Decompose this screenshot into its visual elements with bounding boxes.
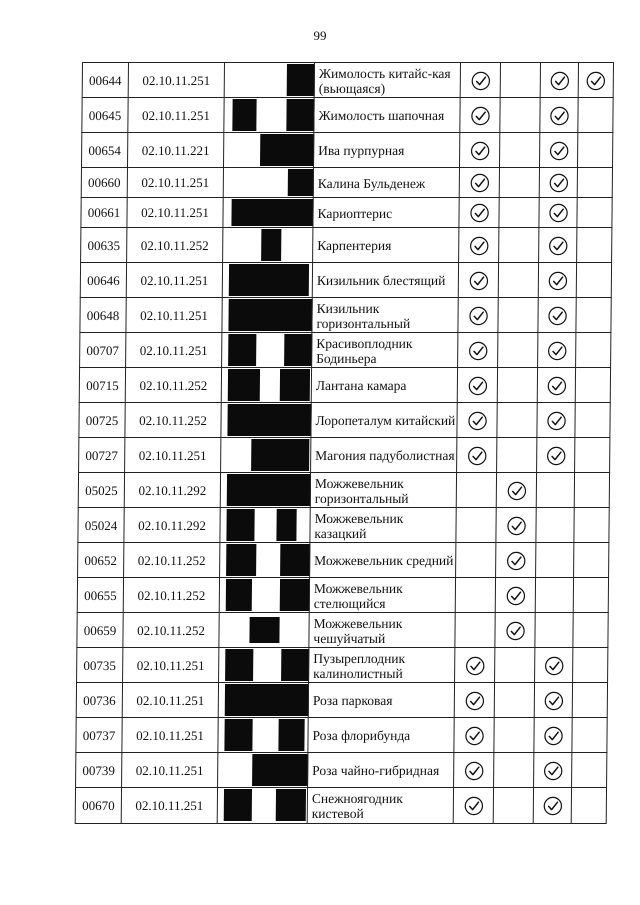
check-cell: [495, 508, 535, 543]
plant-photo: [219, 578, 309, 613]
row-code: 00725: [78, 403, 124, 438]
check-cell: [458, 228, 498, 263]
check-cell: [497, 298, 537, 333]
table-row: [80, 262, 612, 298]
plant-photo: [218, 613, 308, 648]
check-cell: [456, 403, 496, 438]
plant-name: Можжевельник стелющийся: [313, 580, 403, 611]
row-code: 00648: [79, 298, 125, 333]
check-cell: [534, 648, 572, 683]
plant-photo: [221, 368, 311, 403]
redacted-image-block: [281, 649, 309, 681]
check-cell: [456, 473, 496, 508]
plant-name: Кизильник блестящий: [316, 273, 446, 288]
redacted-image-block: [276, 789, 306, 821]
plant-name: Кариоптерис: [317, 205, 393, 221]
plant-name-cell: [307, 788, 453, 823]
check-cell: [457, 333, 497, 368]
table-row: [81, 97, 613, 133]
row-okpd-code: 02.10.11.252: [124, 403, 220, 438]
row-okpd-code: 02.10.11.251: [127, 168, 223, 198]
check-cell: [539, 98, 577, 133]
plant-name-cell: [313, 98, 459, 133]
redacted-image-block: [227, 474, 311, 506]
circled-check-icon: [544, 656, 564, 676]
table-row: [76, 612, 608, 648]
circled-check-icon: [469, 203, 489, 223]
check-cell: [494, 683, 534, 718]
plant-name-cell: [309, 578, 455, 613]
row-code: 00654: [81, 133, 127, 168]
circled-check-icon: [506, 516, 526, 536]
check-cell: [454, 613, 494, 648]
row-okpd-code: 02.10.11.252: [123, 578, 219, 613]
table-row: [79, 367, 611, 403]
plant-name: Кизильник горизонтальный: [316, 300, 411, 331]
plant-name: Можжевельник казацкий: [314, 510, 404, 541]
plant-photo: [221, 298, 311, 333]
check-cell: [493, 753, 533, 788]
row-okpd-code: 02.10.11.251: [126, 198, 222, 228]
redacted-image-block: [231, 199, 313, 226]
redacted-image-block: [232, 99, 256, 131]
redacted-image-block: [276, 509, 296, 541]
redacted-image-block: [284, 334, 312, 366]
table-row: [79, 297, 611, 333]
check-cell: [494, 648, 534, 683]
table-row: [76, 682, 608, 718]
plant-name-cell: [312, 228, 458, 263]
row-okpd-code: 02.10.11.251: [125, 333, 221, 368]
check-cell: [536, 403, 574, 438]
circled-check-icon: [468, 271, 488, 291]
plant-name-cell: [311, 333, 457, 368]
check-cell: [573, 508, 609, 543]
redacted-image-block: [228, 369, 260, 401]
redacted-image-block: [228, 334, 256, 366]
circled-check-icon: [464, 691, 484, 711]
check-cell: [535, 578, 573, 613]
row-code: 00661: [80, 198, 126, 228]
redacted-image-block: [226, 509, 254, 541]
plant-name-cell: [309, 508, 455, 543]
plant-photo: [218, 648, 308, 683]
plant-name-cell: [307, 718, 453, 753]
redacted-image-block: [286, 99, 314, 131]
plant-photo: [217, 718, 307, 753]
plant-photo: [224, 63, 314, 98]
check-cell: [534, 613, 572, 648]
check-cell: [576, 263, 612, 298]
plant-photo: [222, 228, 312, 263]
table-row: [77, 542, 609, 578]
plant-photo: [219, 543, 309, 578]
check-cell: [539, 168, 577, 198]
row-okpd-code: 02.10.11.251: [126, 263, 222, 298]
plant-photo: [221, 333, 311, 368]
row-okpd-code: 02.10.11.221: [127, 133, 223, 168]
check-cell: [493, 788, 533, 823]
redacted-image-block: [228, 299, 312, 331]
check-cell: [495, 543, 535, 578]
plant-name: Калина Бульденеж: [317, 175, 426, 191]
check-cell: [534, 683, 572, 718]
plant-name: Лантана камара: [315, 378, 407, 393]
plant-photo: [222, 263, 312, 298]
table-row: [79, 332, 611, 368]
check-cell: [497, 368, 537, 403]
circled-check-icon: [547, 341, 567, 361]
row-okpd-code: 02.10.11.251: [124, 438, 220, 473]
plant-photo: [217, 788, 307, 823]
plant-photo: [223, 98, 313, 133]
check-cell: [577, 133, 613, 168]
check-cell: [457, 298, 497, 333]
row-code: 00659: [76, 613, 122, 648]
check-cell: [455, 578, 495, 613]
plant-name-cell: [309, 543, 455, 578]
plants-table: [75, 62, 614, 824]
check-cell: [499, 168, 539, 198]
circled-check-icon: [543, 726, 563, 746]
check-cell: [533, 788, 571, 823]
circled-check-icon: [549, 141, 569, 161]
check-cell: [577, 168, 613, 198]
plant-photo: [223, 168, 313, 198]
row-code: 00736: [76, 683, 122, 718]
redacted-image-block: [252, 754, 308, 786]
circled-check-icon: [505, 621, 525, 641]
row-code: 00737: [75, 718, 121, 753]
check-cell: [459, 98, 499, 133]
plant-name: Магония падуболистная: [315, 448, 455, 463]
table-row: [78, 437, 610, 473]
plant-photo: [220, 403, 310, 438]
check-cell: [498, 198, 538, 228]
circled-check-icon: [548, 236, 568, 256]
check-cell: [572, 683, 608, 718]
plant-name-cell: [311, 298, 457, 333]
circled-check-icon: [547, 306, 567, 326]
row-code: 00644: [82, 63, 128, 98]
redacted-image-block: [225, 649, 253, 681]
table-row: [78, 402, 610, 438]
redacted-image-block: [227, 404, 311, 436]
check-cell: [460, 63, 500, 98]
check-cell: [573, 578, 609, 613]
table-row: [81, 167, 613, 198]
circled-check-icon: [470, 141, 490, 161]
circled-check-icon: [549, 71, 569, 91]
check-cell: [573, 543, 609, 578]
row-code: 00655: [77, 578, 123, 613]
plant-photo: [219, 508, 309, 543]
check-cell: [533, 753, 571, 788]
check-cell: [538, 263, 576, 298]
row-code: 00660: [81, 168, 127, 198]
check-cell: [499, 98, 539, 133]
redacted-image-block: [280, 579, 310, 611]
circled-check-icon: [468, 306, 488, 326]
page-number: 99: [313, 28, 327, 43]
redacted-image-block: [229, 264, 309, 296]
redacted-image-block: [226, 579, 252, 611]
plant-name: Роза флорибунда: [312, 728, 411, 743]
check-cell: [578, 63, 614, 98]
row-code: 05024: [77, 508, 123, 543]
check-cell: [538, 228, 576, 263]
check-cell: [496, 473, 536, 508]
check-cell: [536, 473, 574, 508]
check-cell: [576, 228, 612, 263]
plant-photo: [220, 438, 310, 473]
plant-name-cell: [310, 403, 456, 438]
check-cell: [500, 63, 540, 98]
table-row: [76, 647, 608, 683]
check-cell: [459, 133, 499, 168]
redacted-image-block: [260, 134, 314, 166]
plant-name-cell: [312, 263, 458, 298]
plant-name: Можжевельник горизонтальный: [314, 475, 409, 506]
redacted-image-block: [287, 64, 315, 96]
circled-check-icon: [463, 796, 483, 816]
circled-check-icon: [506, 481, 526, 501]
check-cell: [497, 333, 537, 368]
check-cell: [538, 198, 576, 228]
table-row: [82, 62, 614, 98]
plant-name-cell: [308, 613, 454, 648]
row-code: 00635: [80, 228, 126, 263]
circled-check-icon: [469, 236, 489, 256]
plant-name: Пузыреплодник калинолистный: [313, 650, 406, 681]
row-okpd-code: 02.10.11.251: [122, 648, 218, 683]
check-cell: [536, 438, 574, 473]
plant-name: Красивоплодник Бодиньера: [316, 335, 413, 366]
check-cell: [498, 263, 538, 298]
row-okpd-code: 02.10.11.252: [122, 613, 218, 648]
circled-check-icon: [543, 761, 563, 781]
check-cell: [453, 718, 493, 753]
row-code: 00739: [75, 753, 121, 788]
check-cell: [496, 403, 536, 438]
check-cell: [494, 613, 534, 648]
table-row: [80, 227, 612, 263]
table-row: [78, 472, 610, 508]
row-okpd-code: 02.10.11.251: [121, 753, 217, 788]
check-cell: [571, 718, 607, 753]
circled-check-icon: [464, 761, 484, 781]
redacted-image-block: [280, 369, 310, 401]
redacted-image-block: [224, 789, 252, 821]
row-okpd-code: 02.10.11.251: [121, 718, 217, 753]
circled-check-icon: [465, 656, 485, 676]
check-cell: [539, 133, 577, 168]
plant-name-cell: [307, 753, 453, 788]
row-code: 00707: [79, 333, 125, 368]
table-row: [77, 577, 609, 613]
plant-name-cell: [313, 168, 459, 198]
circled-check-icon: [469, 173, 489, 193]
circled-check-icon: [467, 376, 487, 396]
row-okpd-code: 02.10.11.292: [124, 473, 220, 508]
circled-check-icon: [470, 106, 490, 126]
check-cell: [453, 788, 493, 823]
plant-name: Жимолость китайс-кая (вьющаяся): [318, 65, 451, 96]
circled-check-icon: [506, 551, 526, 571]
check-cell: [458, 263, 498, 298]
check-cell: [535, 543, 573, 578]
circled-check-icon: [547, 271, 567, 291]
plant-name: Жимолость шапочная: [318, 108, 445, 123]
check-cell: [457, 368, 497, 403]
plant-name-cell: [308, 683, 454, 718]
row-code: 05025: [78, 473, 124, 508]
row-code: 00670: [75, 788, 121, 823]
check-cell: [575, 333, 611, 368]
row-code: 00646: [80, 263, 126, 298]
plant-name-cell: [313, 133, 459, 168]
row-okpd-code: 02.10.11.251: [121, 788, 217, 823]
check-cell: [574, 438, 610, 473]
check-cell: [575, 298, 611, 333]
plant-name: Лоропеталум китайский: [315, 413, 456, 428]
check-cell: [454, 683, 494, 718]
plant-name: Ива пурпурная: [318, 143, 405, 158]
check-cell: [540, 63, 578, 98]
check-cell: [455, 543, 495, 578]
check-cell: [455, 508, 495, 543]
row-okpd-code: 02.10.11.251: [122, 683, 218, 718]
circled-check-icon: [467, 411, 487, 431]
plant-name: Карпентерия: [317, 238, 392, 253]
table-row: [75, 717, 607, 753]
circled-check-icon: [464, 726, 484, 746]
circled-check-icon: [586, 71, 606, 91]
check-cell: [571, 788, 607, 823]
check-cell: [453, 753, 493, 788]
plant-name: Можжевельник средний: [314, 553, 454, 568]
check-cell: [537, 333, 575, 368]
circled-check-icon: [546, 411, 566, 431]
redacted-image-block: [280, 544, 310, 576]
table-row: [77, 507, 609, 543]
check-cell: [454, 648, 494, 683]
row-okpd-code: 02.10.11.292: [123, 508, 219, 543]
row-okpd-code: 02.10.11.252: [125, 368, 221, 403]
plant-photo: [222, 198, 312, 228]
row-code: 00645: [81, 98, 127, 133]
row-okpd-code: 02.10.11.251: [128, 63, 224, 98]
plant-name: Можжевельник чешуйчатый: [313, 615, 403, 646]
circled-check-icon: [543, 691, 563, 711]
check-cell: [574, 473, 610, 508]
check-cell: [496, 438, 536, 473]
check-cell: [498, 228, 538, 263]
plant-name-cell: [312, 198, 458, 228]
table-row: [81, 132, 613, 168]
check-cell: [499, 133, 539, 168]
circled-check-icon: [549, 106, 569, 126]
plant-name-cell: [308, 648, 454, 683]
check-cell: [575, 368, 611, 403]
plant-name-cell: [310, 438, 456, 473]
table-row: [80, 197, 612, 228]
plant-photo: [220, 473, 310, 508]
row-code: 00715: [79, 368, 125, 403]
check-cell: [574, 403, 610, 438]
check-cell: [576, 198, 612, 228]
row-code: 00727: [78, 438, 124, 473]
row-code: 00735: [76, 648, 122, 683]
check-cell: [572, 648, 608, 683]
row-okpd-code: 02.10.11.252: [126, 228, 222, 263]
check-cell: [535, 508, 573, 543]
circled-check-icon: [546, 376, 566, 396]
circled-check-icon: [467, 446, 487, 466]
redacted-image-block: [224, 719, 252, 751]
plant-photo: [217, 753, 307, 788]
table-row: [75, 787, 607, 824]
check-cell: [458, 198, 498, 228]
plant-name: Роза чайно-гибридная: [312, 763, 440, 778]
plant-name-cell: [311, 368, 457, 403]
redacted-image-block: [261, 229, 281, 261]
check-cell: [577, 98, 613, 133]
plant-name-cell: [310, 473, 456, 508]
row-code: 00652: [77, 543, 123, 578]
row-okpd-code: 02.10.11.252: [123, 543, 219, 578]
check-cell: [493, 718, 533, 753]
circled-check-icon: [548, 203, 568, 223]
row-okpd-code: 02.10.11.251: [127, 98, 223, 133]
circled-check-icon: [542, 796, 562, 816]
plant-photo: [223, 133, 313, 168]
check-cell: [537, 298, 575, 333]
circled-check-icon: [548, 173, 568, 193]
check-cell: [537, 368, 575, 403]
plant-name: Снежноягодник кистевой: [311, 790, 403, 821]
table-row: [75, 752, 607, 788]
check-cell: [533, 718, 571, 753]
plant-photo: [218, 683, 308, 718]
circled-check-icon: [468, 341, 488, 361]
redacted-image-block: [288, 169, 314, 196]
circled-check-icon: [505, 586, 525, 606]
redacted-image-block: [278, 719, 304, 751]
circled-check-icon: [470, 71, 490, 91]
redacted-image-block: [251, 439, 309, 471]
circled-check-icon: [546, 446, 566, 466]
row-okpd-code: 02.10.11.251: [125, 298, 221, 333]
check-cell: [456, 438, 496, 473]
check-cell: [571, 753, 607, 788]
check-cell: [459, 168, 499, 198]
redacted-image-block: [249, 617, 279, 642]
redacted-image-block: [225, 684, 309, 716]
check-cell: [495, 578, 535, 613]
check-cell: [572, 613, 608, 648]
plant-name-cell: [314, 63, 460, 98]
plant-name: Роза парковая: [312, 693, 393, 708]
redacted-image-block: [226, 544, 256, 576]
